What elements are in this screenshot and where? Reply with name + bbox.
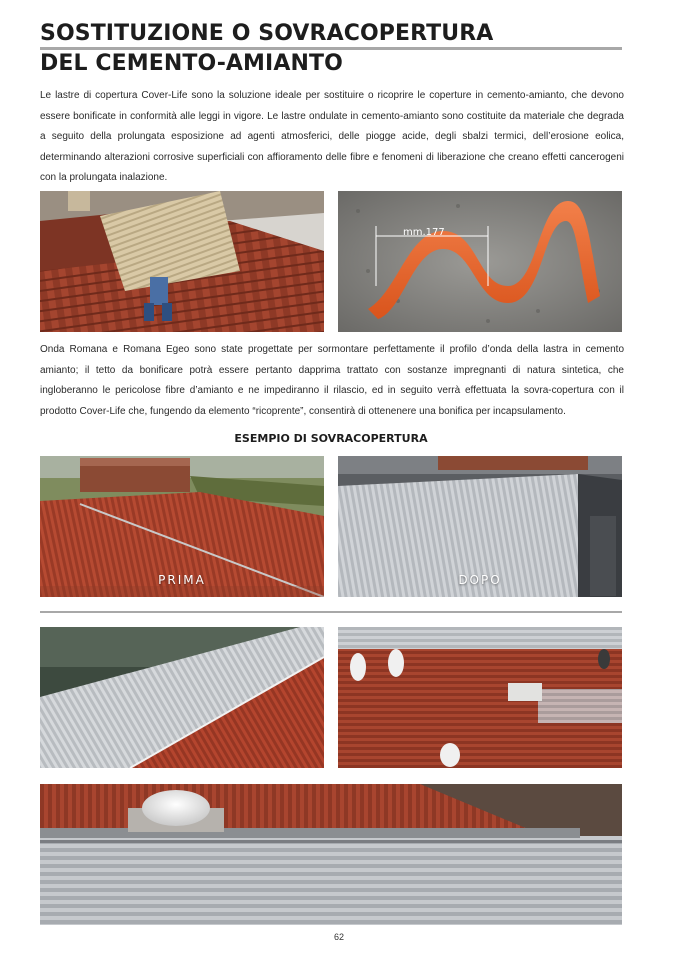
page-number: 62: [333, 932, 344, 942]
caption-after: DOPO: [458, 573, 502, 587]
photo-profile-measurement: [338, 191, 622, 332]
title-line-2: DEL CEMENTO-AMIANTO: [40, 51, 343, 76]
example-heading: ESEMPIO DI SOVRACOPERTURA: [234, 432, 428, 445]
body-paragraph: Onda Romana e Romana Egeo sono state progettate per sormontare perfettamente il profilo d’onda della lastra in cemento amianto; il tetto da bonificare potrà essere pertanto dapprima trattato con sostanze impregnanti di natura sintetica, che ingloberanno le pericolose fibre d’amianto e ne impediranno il rilascio, ed in seguito verrà effettuata la sovra-copertura con il prodotto Cover-Life che, fungendo da elemento “ricoprente”, consentirà di ottenenere una bonifica per incapsulamento.: [40, 344, 624, 417]
title-rule: [40, 47, 622, 50]
photo-after: [338, 456, 622, 597]
photo-half-covered-roof: [40, 627, 324, 768]
caption-before: PRIMA: [158, 573, 206, 587]
profile-measure-label: mm.177: [403, 227, 445, 238]
page-title: [40, 20, 630, 77]
photo-wide-roof: [40, 784, 622, 925]
intro-paragraph: Le lastre di copertura Cover-Life sono la soluzione ideale per sostituire o ricoprire le coperture in cemento-amianto, che devono essere bonificate in conformità alle leggi in vigore. Le lastre ondulate in cemento-amianto sono costituite da materiale che degrada a seguito della prolungata esposizione ad agenti atmosferici, delle piogge acide, degli sbalzi termici, dell’erosione eolica, determinando alterazioni corrosive superficiali con affioramento delle fibre e fenomeni di liberazione che creano effetti cancerogeni con la prolungata inalazione.: [40, 90, 624, 184]
photo-workers-carrying-sheet: [40, 191, 324, 332]
photo-before: [40, 456, 324, 597]
photo-workers-on-roof: [338, 627, 622, 768]
section-divider: [40, 611, 622, 613]
title-line-1: SOSTITUZIONE O SOVRACOPERTURA: [40, 21, 494, 46]
